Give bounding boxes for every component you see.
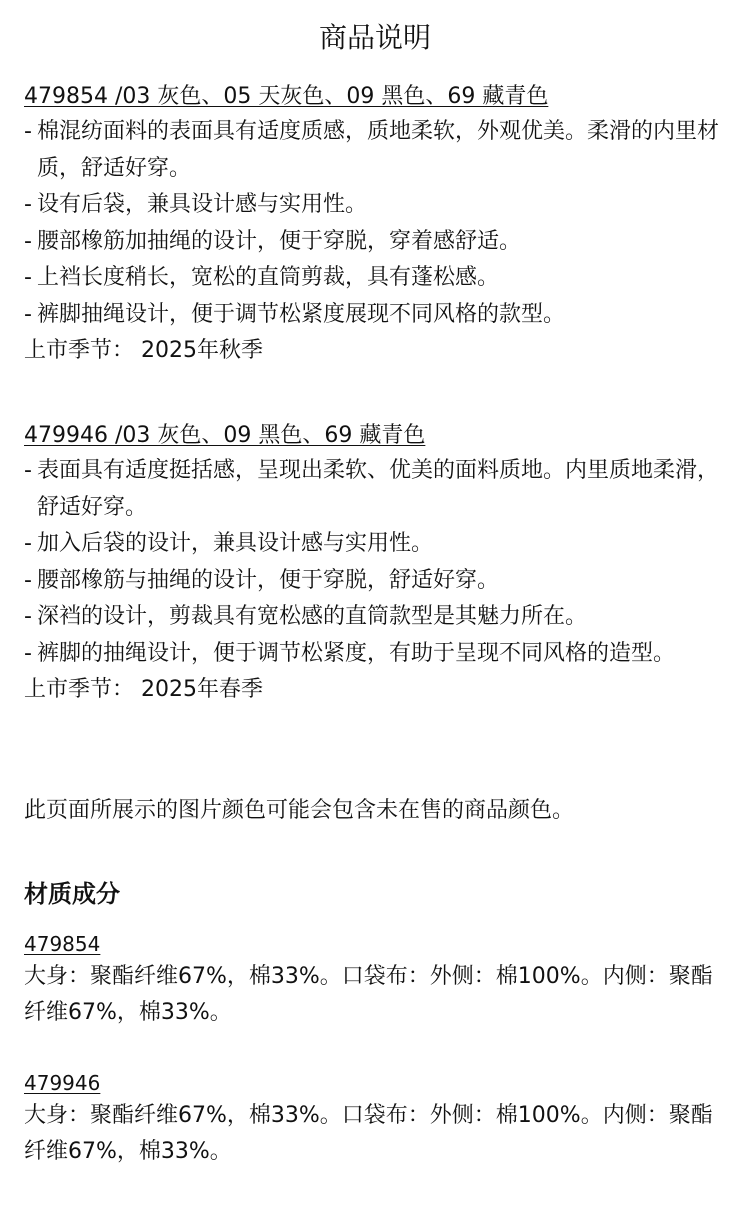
product-heading: 479946 /03 灰色、09 黑色、69 藏青色 <box>24 423 426 448</box>
release-season: 上市季节： 2025年春季 <box>24 677 263 702</box>
material-code: 479946 <box>24 1071 101 1095</box>
feature-list <box>24 453 728 672</box>
material-block-479946 <box>24 1068 728 1170</box>
product-section-479854 <box>24 80 728 369</box>
material-composition: 大身：聚酯纤维67%，棉33%。口袋布：外侧：棉100%。内侧：聚酯纤维67%，棉33%。 <box>24 1103 713 1164</box>
color-notice: 此页面所展示的图片颜色可能会包含未在售的商品颜色。 <box>24 798 575 823</box>
release-season: 上市季节： 2025年秋季 <box>24 338 263 363</box>
feature-item: - 上裆长度稍长，宽松的直筒剪裁，具有蓬松感。 <box>24 260 728 297</box>
feature-item: - 裤脚抽绳设计，便于调节松紧度展现不同风格的款型。 <box>24 297 728 334</box>
product-heading: 479854 /03 灰色、05 天灰色、09 黑色、69 藏青色 <box>24 84 549 109</box>
product-section-479946 <box>24 419 728 708</box>
page-title: 商品说明 <box>318 21 431 54</box>
material-block-479854 <box>24 929 728 1031</box>
feature-item: - 腰部橡筋与抽绳的设计，便于穿脱，舒适好穿。 <box>24 563 728 600</box>
material-code: 479854 <box>24 932 101 956</box>
feature-item: - 棉混纺面料的表面具有适度质感，质地柔软，外观优美。柔滑的内里材质，舒适好穿。 <box>24 114 728 187</box>
feature-item: - 腰部橡筋加抽绳的设计，便于穿脱，穿着感舒适。 <box>24 224 728 261</box>
feature-list <box>24 114 728 333</box>
material-composition: 大身：聚酯纤维67%，棉33%。口袋布：外侧：棉100%。内侧：聚酯纤维67%，棉33%。 <box>24 964 713 1025</box>
feature-item: - 裤脚的抽绳设计，便于调节松紧度，有助于呈现不同风格的造型。 <box>24 636 728 673</box>
feature-item: - 表面具有适度挺括感，呈现出柔软、优美的面料质地。内里质地柔滑，舒适好穿。 <box>24 453 728 526</box>
feature-item: - 设有后袋，兼具设计感与实用性。 <box>24 187 728 224</box>
feature-item: - 加入后袋的设计，兼具设计感与实用性。 <box>24 526 728 563</box>
feature-item: - 深裆的设计，剪裁具有宽松感的直筒款型是其魅力所在。 <box>24 599 728 636</box>
material-title: 材质成分 <box>24 880 120 908</box>
